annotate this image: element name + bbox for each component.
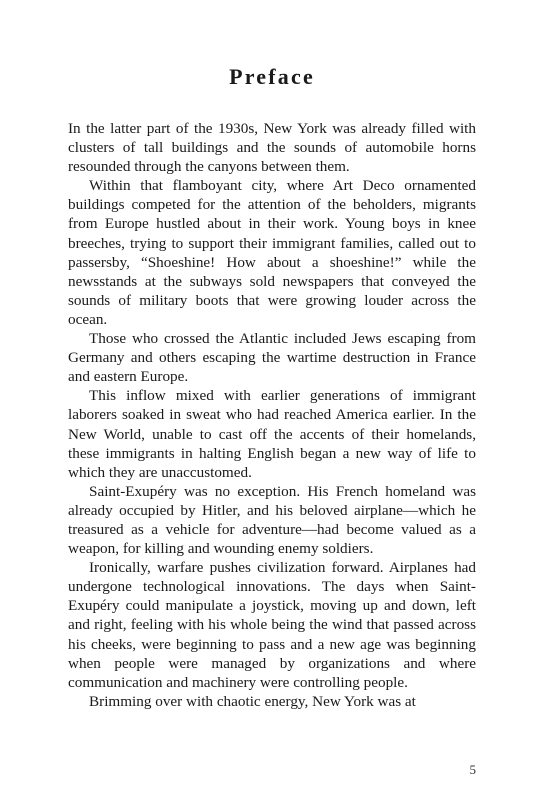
page-title: Preface — [229, 64, 315, 89]
paragraph: In the latter part of the 1930s, New York was already filled with clusters of tall buildings and the sounds of automobile horns resounded through the canyons between them. — [68, 120, 476, 176]
body-text — [68, 119, 476, 711]
paragraph: This inflow mixed with earlier generations of immigrant laborers soaked in sweat who had reached America earlier. In the New World, unable to cast off the accents of their homelands, these immigrants in halting English began a new way of life to which they are unaccustomed. — [68, 387, 476, 481]
page-number: 5 — [469, 762, 476, 777]
paragraph: Ironically, warfare pushes civilization forward. Airplanes had undergone technological innovations. The days when Saint-Exupéry could manipulate a joystick, moving up and down, left and right, feeling with his whole being the wind that passed across his cheeks, were beginning to pass and a new age was beginning when people were managed by organizations and where communication and machinery were controlling people. — [68, 559, 476, 691]
paragraph: Within that flamboyant city, where Art Deco ornamented buildings competed for the attention of the beholders, migrants from Europe hustled about in their work. Young boys in knee breeches, trying to support their immigrant families, called out to passersby, “Shoeshine! How about a shoeshine!” while the newsstands at the subways sold newspapers that conveyed the sounds of military boots that were growing louder across the ocean. — [68, 177, 476, 328]
paragraph: Saint-Exupéry was no exception. His French homeland was already occupied by Hitler, and his beloved airplane—which he treasured as a vehicle for adventure—had become valued as a weapon, for killing and wounding enemy soldiers. — [68, 482, 476, 558]
paragraph: Brimming over with chaotic energy, New York was at — [89, 692, 416, 710]
paragraph: Those who crossed the Atlantic included Jews escaping from Germany and others escaping the wartime destruction in France and eastern Europe. — [68, 330, 476, 386]
